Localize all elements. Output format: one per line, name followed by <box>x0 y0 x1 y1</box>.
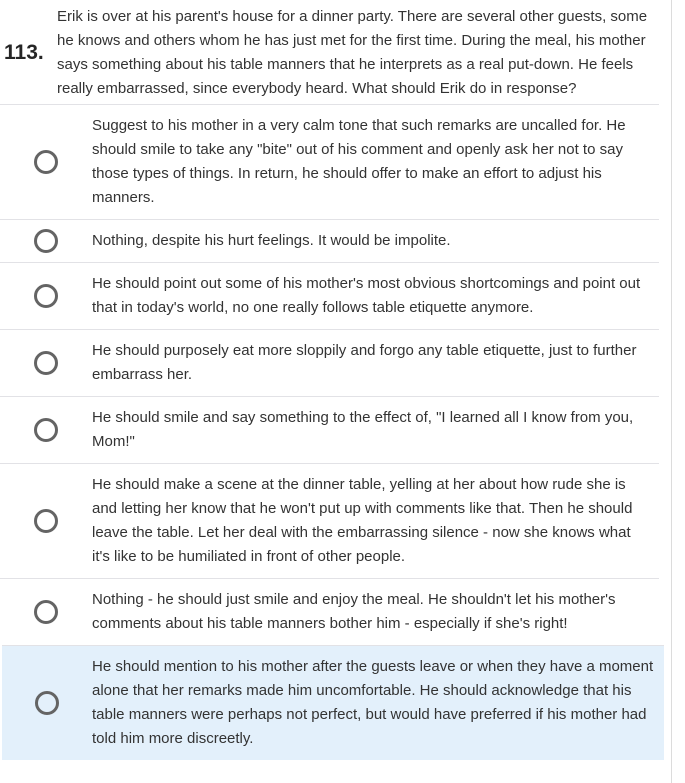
question-block <box>0 0 671 104</box>
option-label[interactable]: He should make a scene at the dinner table, yelling at her about how rude she is and letting her know that he won't put up with comments like that. Then he should leave the table. Let her deal with the embarrassing silence - now she knows what it's like to be humiliated in front of other people. <box>92 476 633 565</box>
radio-cell <box>0 229 92 253</box>
question-number: 113. <box>4 41 44 64</box>
radio-button-icon[interactable] <box>34 351 58 375</box>
option-label[interactable]: He should purposely eat more sloppily and forgo any table etiquette, just to further embarrass her. <box>92 342 637 383</box>
radio-cell <box>0 351 92 375</box>
answer-option[interactable] <box>0 578 659 645</box>
option-label[interactable]: He should mention to his mother after the guests leave or when they have a moment alone that her remarks made him uncomfortable. He should acknowledge that his table manners were perhaps not perfect, but would have preferred if his mother had told him more discreetly. <box>92 658 654 747</box>
radio-button-icon[interactable] <box>34 150 58 174</box>
option-label[interactable]: He should smile and say something to the effect of, "I learned all I know from you, Mom!" <box>92 409 634 450</box>
radio-cell <box>0 600 92 624</box>
radio-button-icon[interactable] <box>34 509 58 533</box>
radio-button-icon[interactable] <box>34 600 58 624</box>
answer-option[interactable] <box>0 104 659 219</box>
option-label[interactable]: Nothing - he should just smile and enjoy the meal. He shouldn't let his mother's comments about his table manners bother him - especially if she's right! <box>92 591 616 632</box>
radio-cell <box>0 150 92 174</box>
option-label[interactable]: Suggest to his mother in a very calm tone that such remarks are uncalled for. He should smile to take any "bite" out of his comment and openly ask her not to say those types of things. In return, he should offer to make an effort to adjust his manners. <box>92 117 626 206</box>
radio-cell <box>0 509 92 533</box>
question-text: Erik is over at his parent's house for a dinner party. There are several other guests, some he knows and others whom he has just met for the first time. During the meal, his mother says something about his table manners that he interprets as a real put-down. He feels really embarrassed, since everybody heard. What should Erik do in response? <box>57 8 648 97</box>
answer-option[interactable] <box>0 463 659 578</box>
answer-option[interactable] <box>0 329 659 396</box>
radio-button-icon[interactable] <box>34 284 58 308</box>
answer-option[interactable] <box>0 219 659 262</box>
answer-option[interactable] <box>0 262 659 329</box>
radio-button-icon[interactable] <box>35 691 59 715</box>
radio-button-icon[interactable] <box>34 418 58 442</box>
option-label[interactable]: He should point out some of his mother's most obvious shortcomings and point out that in today's world, no one really follows table etiquette anymore. <box>92 275 641 316</box>
radio-cell <box>2 691 92 715</box>
options-list <box>0 104 671 760</box>
answer-option[interactable] <box>0 396 659 463</box>
answer-option[interactable] <box>2 645 664 760</box>
radio-button-icon[interactable] <box>34 229 58 253</box>
radio-cell <box>0 284 92 308</box>
option-label[interactable]: Nothing, despite his hurt feelings. It would be impolite. <box>92 232 451 249</box>
radio-cell <box>0 418 92 442</box>
